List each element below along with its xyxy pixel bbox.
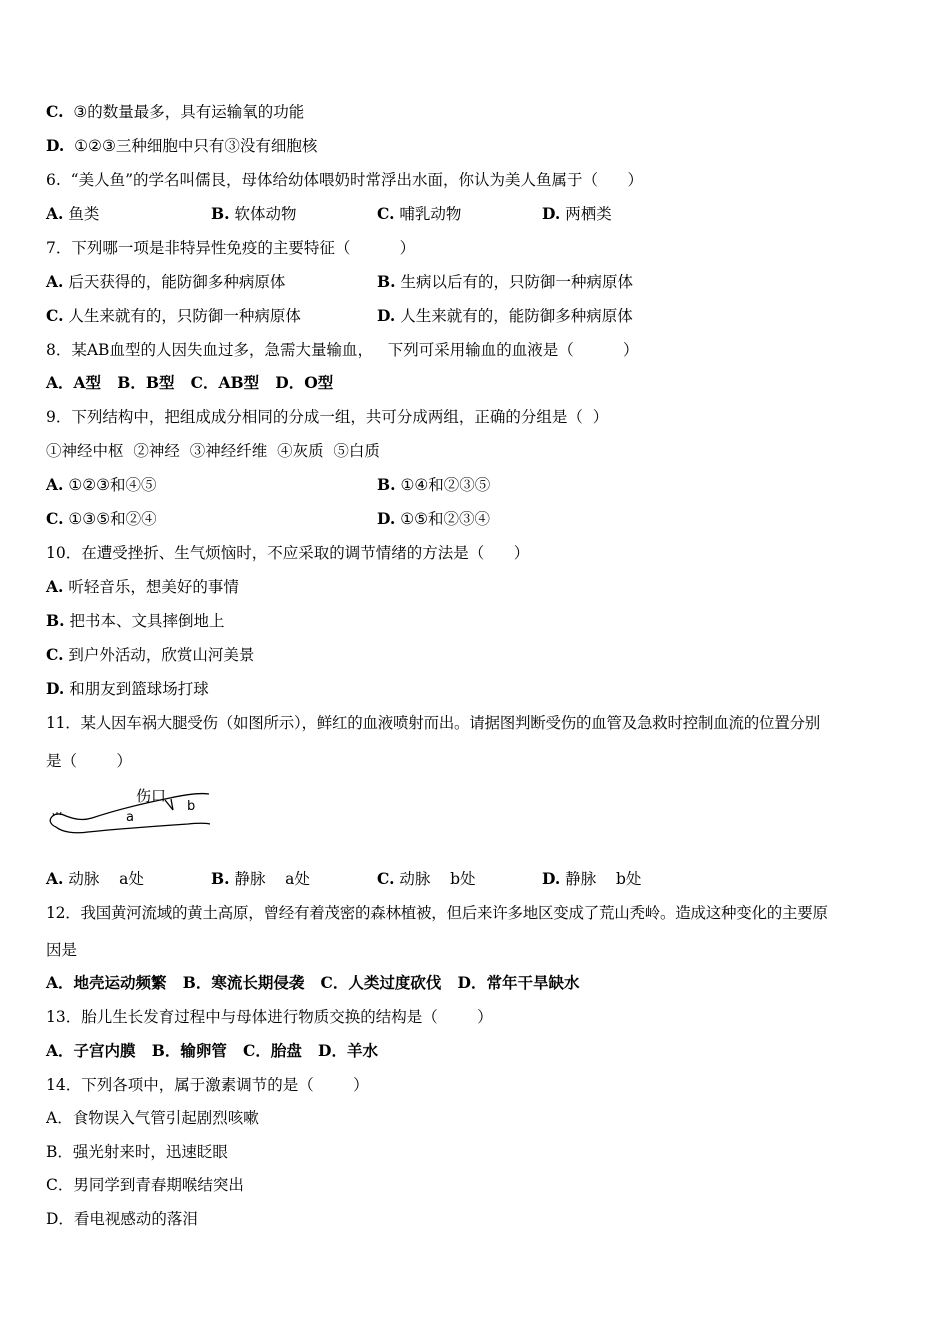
q9-option-c: C. ①③⑤和②④: [46, 509, 157, 528]
q12-stem-line1: 12．我国黄河流域的黄土高原，曾经有着茂密的森林植被，但后来许多地区变成了荒山秃岭。造成这种变化的主要原: [46, 904, 828, 922]
q11-stem-line1: 11．某人因车祸大腿受伤（如图所示），鲜红的血液喷射而出。请据图判断受伤的血管及急救时控制血流的位置分别: [46, 714, 820, 732]
q7-option-d: D. 人生来就有的，能防御多种病原体: [377, 306, 633, 325]
label-a: a: [126, 810, 134, 825]
q14-option-c: C．男同学到青春期喉结突出: [46, 1176, 244, 1194]
q10-option-d: D. 和朋友到篮球场打球: [46, 679, 209, 698]
q9-option-a: A. ①②③和④⑤: [46, 475, 157, 494]
wound-mark: [165, 799, 173, 810]
q9-option-b: B. ①④和②③⑤: [377, 475, 491, 494]
q12-options: A．地壳运动频繁 B．寒流长期侵袭 C．人类过度砍伐 D．常年干旱缺水: [46, 973, 580, 992]
q6-option-d: D. 两栖类: [542, 204, 612, 223]
q10-option-b: B. 把书本、文具摔倒地上: [46, 611, 225, 630]
q14-option-d: D．看电视感动的落泪: [46, 1210, 198, 1228]
q10-stem: 10．在遭受挫折、生气烦恼时，不应采取的调节情绪的方法是（ ）: [46, 544, 530, 562]
q5-option-d: D. ①②③三种细胞中只有③没有细胞核: [46, 136, 318, 155]
q8-options: A．A型 B．B型 C．AB型 D．O型: [46, 373, 334, 392]
label-b: b: [187, 799, 196, 814]
q13-stem: 13．胎儿生长发育过程中与母体进行物质交换的结构是（ ）: [46, 1008, 493, 1026]
q10-option-a: A. 听轻音乐，想美好的事情: [46, 577, 239, 596]
q14-option-b: B．强光射来时，迅速眨眼: [46, 1143, 228, 1161]
q14-stem: 14．下列各项中，属于激素调节的是（ ）: [46, 1076, 369, 1094]
q8-stem: 8．某AB血型的人因失血过多，急需大量输血， 下列可采用输血的血液是（ ）: [46, 341, 639, 359]
q11-option-b: B. 静脉 a处: [211, 869, 310, 888]
q11-option-a: A. 动脉 a处: [46, 869, 144, 888]
q12-stem-line2: 因是: [46, 941, 78, 959]
q14-option-a: A．食物误入气管引起剧烈咳嗽: [46, 1109, 259, 1127]
q13-options: A．子宫内膜 B．输卵管 C．胎盘 D．羊水: [46, 1041, 378, 1060]
q11-option-d: D. 静脉 b处: [542, 869, 642, 888]
q7-stem: 7．下列哪一项是非特异性免疫的主要特征（ ）: [46, 239, 416, 257]
wound-label: 伤口: [136, 787, 167, 805]
q9-list: ①神经中枢 ②神经 ③神经纤维 ④灰质 ⑤白质: [46, 442, 380, 460]
q9-stem: 9．下列结构中，把组成成分相同的分成一组，共可分成两组，正确的分组是（ ）: [46, 408, 609, 426]
q6-option-b: B. 软体动物: [211, 204, 297, 223]
q6-stem: 6. “美人鱼”的学名叫儒艮，母体给幼体喂奶时常浮出水面，你认为美人鱼属于（ ）: [46, 171, 644, 189]
q7-option-b: B. 生病以后有的，只防御一种病原体: [377, 272, 633, 291]
q9-option-d: D. ①⑤和②③④: [377, 509, 491, 528]
q6-option-c: C. 哺乳动物: [377, 204, 462, 223]
q10-option-c: C. 到户外活动，欣赏山河美景: [46, 645, 255, 664]
q7-option-c: C. 人生来就有的，只防御一种病原体: [46, 306, 301, 325]
q5-option-c: C. ③的数量最多，具有运输氧的功能: [46, 102, 305, 121]
q7-option-a: A. 后天获得的，能防御多种病原体: [46, 272, 286, 291]
q11-option-c: C. 动脉 b处: [377, 869, 476, 888]
leg-wound-figure: [48, 780, 213, 848]
foot-outline: [50, 818, 56, 827]
q11-stem-line2: 是（ ）: [46, 752, 132, 770]
q6-option-a: A. 鱼类: [46, 204, 100, 223]
